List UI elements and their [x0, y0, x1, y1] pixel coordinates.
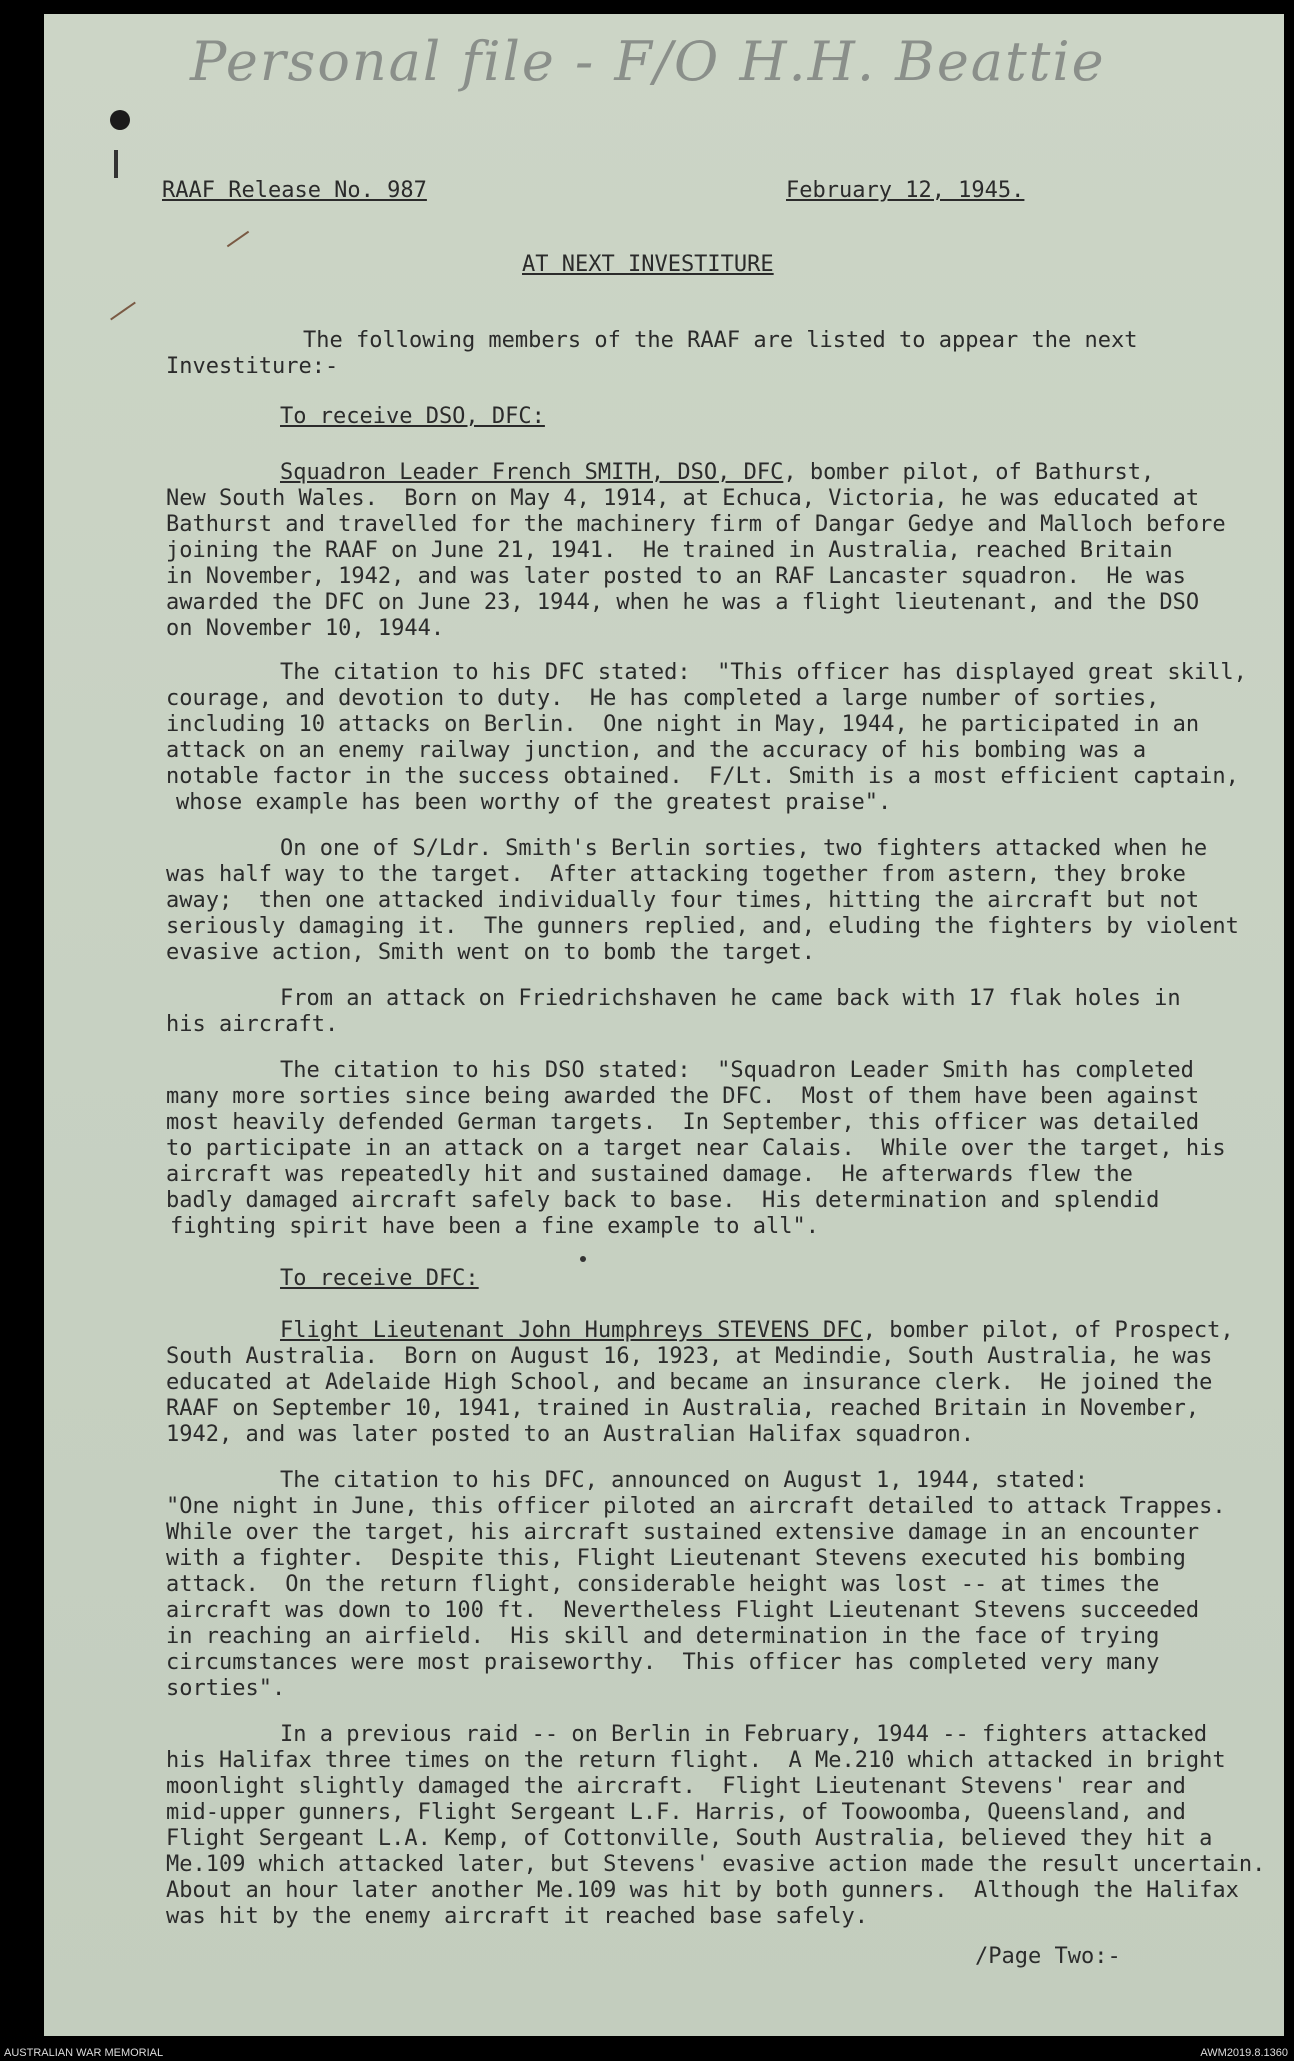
- paragraph-line: From an attack on Friedrichshaven he came back with 17 flak holes in: [280, 986, 1181, 1011]
- archive-reference: AWM2019.8.1360: [1200, 2047, 1288, 2059]
- handwritten-note: Personal file - F/O H.H. Beattie: [190, 30, 1106, 93]
- paragraph-line: mid-upper gunners, Flight Sergeant L.F. Harris, of Toowoomba, Queensland, and: [166, 1800, 1186, 1825]
- paragraph-line: whose example has been worthy of the greatest praise".: [176, 790, 892, 815]
- punch-hole: [110, 110, 130, 130]
- smith-name: Squadron Leader French SMITH, DSO, DFC: [280, 460, 784, 485]
- paragraph-line: many more sorties since being awarded the DFC. Most of them have been against: [166, 1084, 1200, 1109]
- paragraph-line: including 10 attacks on Berlin. One night in May, 1944, he participated in an: [166, 712, 1200, 737]
- paragraph-line: In a previous raid -- on Berlin in February, 1944 -- fighters attacked: [280, 1722, 1208, 1747]
- paragraph-line: "One night in June, this officer piloted an aircraft detailed to attack Trappes.: [166, 1494, 1226, 1519]
- paragraph-line: his aircraft.: [166, 1012, 339, 1037]
- paragraph-line: his Halifax three times on the return flight. A Me.210 which attacked in bright: [166, 1748, 1226, 1773]
- paragraph-line: Me.109 which attacked later, but Stevens' evasive action made the result uncertain.: [166, 1852, 1266, 1877]
- release-number: RAAF Release No. 987: [162, 178, 427, 203]
- paragraph-line: in reaching an airfield. His skill and determination in the face of trying: [166, 1624, 1160, 1649]
- paragraph-line: moonlight slightly damaged the aircraft. Flight Lieutenant Stevens' rear and: [166, 1774, 1186, 1799]
- paragraph-line: The citation to his DSO stated: "Squadron Leader Smith has completed: [280, 1058, 1194, 1083]
- section-heading-dso-dfc: To receive DSO, DFC:: [280, 404, 545, 429]
- paragraph-line: away; then one attacked individually four times, hitting the aircraft but not: [166, 888, 1200, 913]
- paragraph-line: awarded the DFC on June 23, 1944, when he was a flight lieutenant, and the DSO: [166, 590, 1200, 615]
- paragraph-line: Bathurst and travelled for the machinery firm of Dangar Gedye and Malloch before: [166, 512, 1226, 537]
- paragraph-line: with a fighter. Despite this, Flight Lieutenant Stevens executed his bombing: [166, 1546, 1186, 1571]
- paragraph-line: The citation to his DFC stated: "This officer has displayed great skill,: [280, 660, 1247, 685]
- intro-line: The following members of the RAAF are listed to appear the next: [303, 328, 1138, 353]
- paragraph-line: attack. On the return flight, considerable height was lost -- at times the: [166, 1572, 1160, 1597]
- paragraph-line: On one of S/Ldr. Smith's Berlin sorties, two fighters attacked when he: [280, 836, 1208, 861]
- paragraph-line: attack on an enemy railway junction, and the accuracy of his bombing was a: [166, 738, 1147, 763]
- paragraph-line: seriously damaging it. The gunners replied, and, eluding the fighters by violent: [166, 914, 1239, 939]
- paragraph-line: aircraft was repeatedly hit and sustained damage. He afterwards flew the: [166, 1162, 1133, 1187]
- paragraph-line: on November 10, 1944.: [166, 616, 445, 641]
- paragraph-line: in November, 1942, and was later posted to an RAF Lancaster squadron. He was: [166, 564, 1186, 589]
- paragraph-line: , bomber pilot, of Bathurst,: [783, 460, 1155, 485]
- paper-mark: [114, 150, 118, 178]
- stevens-name: Flight Lieutenant John Humphreys STEVENS DFC: [280, 1318, 863, 1343]
- paragraph-line: joining the RAAF on June 21, 1941. He trained in Australia, reached Britain: [166, 538, 1173, 563]
- paragraph-line: courage, and devotion to duty. He has completed a large number of sorties,: [166, 686, 1160, 711]
- archive-credit: AUSTRALIAN WAR MEMORIAL: [4, 2047, 164, 2059]
- page-continuation: /Page Two:-: [975, 1944, 1121, 1969]
- document-title: AT NEXT INVESTITURE: [522, 252, 774, 277]
- paragraph-line: South Australia. Born on August 16, 1923, at Medindie, South Australia, he was: [166, 1344, 1213, 1369]
- paragraph-line: New South Wales. Born on May 4, 1914, at Echuca, Victoria, he was educated at: [166, 486, 1200, 511]
- paragraph-line: While over the target, his aircraft sustained extensive damage in an encounter: [166, 1520, 1200, 1545]
- paragraph-line: notable factor in the success obtained. F/Lt. Smith is a most efficient captain,: [166, 764, 1239, 789]
- paragraph-line: most heavily defended German targets. In September, this officer was detailed: [166, 1110, 1200, 1135]
- section-heading-dfc: To receive DFC:: [280, 1266, 479, 1291]
- paragraph-line: was hit by the enemy aircraft it reached base safely.: [166, 1904, 868, 1929]
- paragraph-line: badly damaged aircraft safely back to base. His determination and splendid: [166, 1188, 1160, 1213]
- paragraph-line: to participate in an attack on a target near Calais. While over the target, his: [166, 1136, 1226, 1161]
- paragraph-line: evasive action, Smith went on to bomb the target.: [166, 940, 816, 965]
- paragraph-line: 1942, and was later posted to an Australian Halifax squadron.: [166, 1422, 974, 1447]
- paragraph-line: The citation to his DFC, announced on August 1, 1944, stated:: [280, 1468, 1088, 1493]
- paragraph-line: circumstances were most praiseworthy. This officer has completed very many: [166, 1650, 1160, 1675]
- paragraph-line: educated at Adelaide High School, and became an insurance clerk. He joined the: [166, 1370, 1213, 1395]
- paragraph-line: fighting spirit have been a fine example to all".: [170, 1214, 820, 1239]
- paragraph-line: sorties".: [166, 1676, 286, 1701]
- paragraph-line: Flight Sergeant L.A. Kemp, of Cottonville, South Australia, believed they hit a: [166, 1826, 1213, 1851]
- intro-line: Investiture:-: [166, 354, 339, 379]
- paragraph-line: was half way to the target. After attacking together from astern, they broke: [166, 862, 1186, 887]
- release-date: February 12, 1945.: [786, 178, 1025, 203]
- paragraph-line: RAAF on September 10, 1941, trained in Australia, reached Britain in November,: [166, 1396, 1200, 1421]
- paragraph-line: aircraft was down to 100 ft. Nevertheless Flight Lieutenant Stevens succeeded: [166, 1598, 1200, 1623]
- ink-dot: [580, 1256, 586, 1262]
- paragraph-line: , bomber pilot, of Prospect,: [862, 1318, 1234, 1343]
- paragraph-line: About an hour later another Me.109 was hit by both gunners. Although the Halifax: [166, 1878, 1239, 1903]
